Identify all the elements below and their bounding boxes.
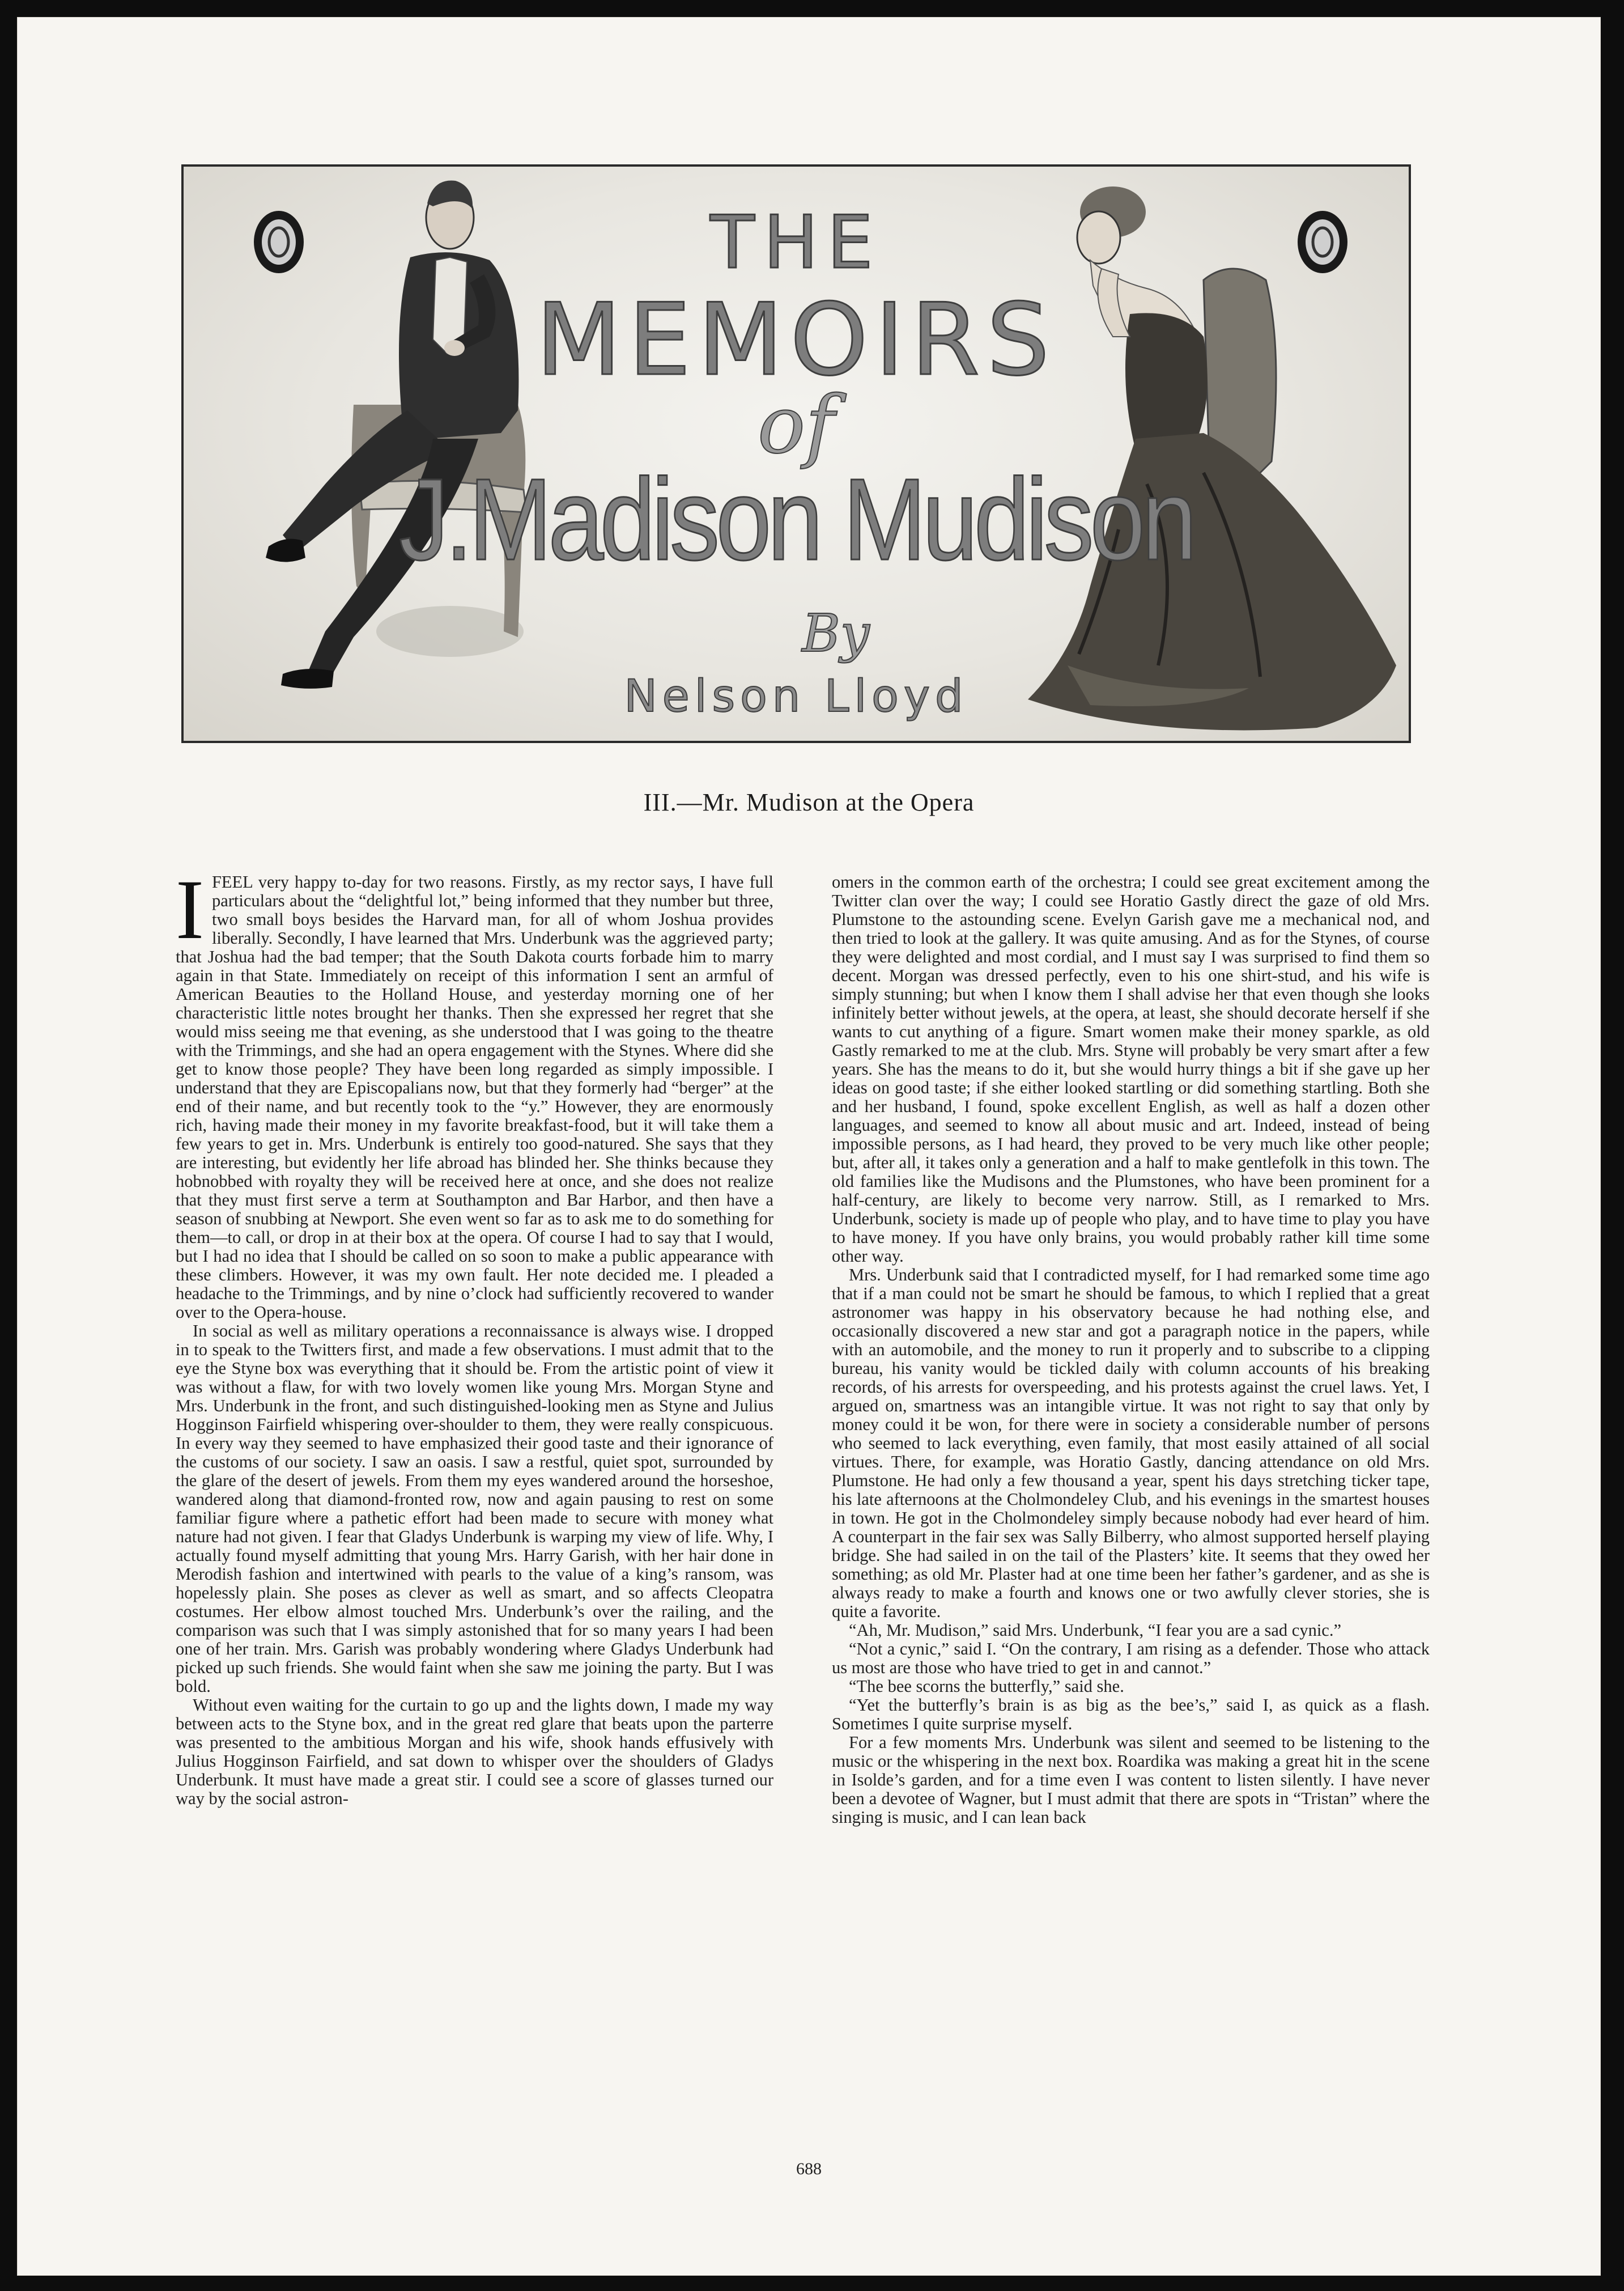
header-illustration <box>181 164 1411 743</box>
paragraph: omers in the common earth of the orchestra; I could see great excitement among the Twitter clan over the way; I could see Horatio Gastly direct the gaze of old Mrs. Plumstone to the astounding scene. Evelyn Garish gave me a mechanical nod, and then tried to look at the gallery. It was quite amusing. And as for the Stynes, of course they were delighted and most cordial, and I must say I was surprised to find them so decent. Morgan was dressed perfectly, even to his one shirt-stud, and his wife is simply stunning; but when I know them I shall advise her that even though she looks infinitely better without jewels, at the opera, at least, she should decorate herself if she wants to cut anything of a figure. Smart women make their money sparkle, as old Gastly remarked to me at the club. Mrs. Styne will probably be very smart after a few years. She has the means to do it, but she would hurry things a bit if she gave up her ideas on good taste; if she either looked startling or did something startling. Both she and her husband, I found, spoke excellent English, as well as half a dozen other languages, and seemed to know all about music and art. Indeed, instead of being impossible persons, as I had heard, they proved to be very much like other people; but, after all, it takes only a generation and a half to make gentlefolk in this town. The old families like the Mudisons and the Plumstones, who have been prominent for a half-century, are likely to become very narrow. Still, as I remarked to Mrs. Underbunk, society is made up of people who play, and to have time to play you have to have money. If you have only brains, you would probably rather kill time some other way. <box>832 872 1430 1266</box>
title-memoirs: MEMOIRS <box>535 283 1057 398</box>
paragraph: “Ah, Mr. Mudison,” said Mrs. Underbunk, “I fear you are a sad cynic.” <box>849 1620 1341 1640</box>
article-column-left <box>176 863 773 1808</box>
page-number: 688 <box>796 2160 822 2178</box>
paragraph <box>176 863 773 1322</box>
paragraph: “Yet the butterfly’s brain is as big as the bee’s,” said I, as quick as a flash. Sometimes I quite surprise myself. <box>832 1695 1430 1733</box>
chapter-title: III.—Mr. Mudison at the Opera <box>643 788 975 816</box>
paragraph: “Not a cynic,” said I. “On the contrary, I am rising as a defender. Those who attack us most are those who have tried to get in and cannot.” <box>832 1639 1430 1677</box>
drop-cap: I <box>176 863 204 957</box>
title-the: THE <box>710 201 882 285</box>
paragraph: “The bee scorns the butterfly,” said she. <box>849 1677 1124 1696</box>
paragraph: In social as well as military operations a reconnaissance is always wise. I dropped in to speak to the Twitters first, and made a few observations. I must admit that to the eye the Styne box was everything that it should be. From the artistic point of view it was without a flaw, for with two lovely women like young Mrs. Morgan Styne and Mrs. Underbunk in the front, and such distinguished-looking men as Styne and Julius Hogginson Fairfield whispering over-shoulder to them, they were really conspicuous. In every way they seemed to have emphasized their good taste and their ignorance of the customs of our society. I saw an oasis. I saw a restful, quiet spot, surrounded by the glare of the desert of jewels. From them my eyes wandered around the horseshoe, wandered along that diamond-fronted row, now and again pausing to rest on some familiar figure where a pathetic effort had been made to secure with money what nature had not given. I fear that Gladys Underbunk is warping my view of life. Why, I actually found myself admitting that young Mrs. Harry Garish, with her hair done in Merodish fashion and intertwined with pearls to the value of a king’s ransom, was hopelessly plain. She poses as clever as well as smart, and so affects Cleopatra costumes. Her elbow almost touched Mrs. Underbunk’s over the railing, and the comparison was such that I was simply astonished that for so many years I had been one of her train. Mrs. Garish was probably wondering where Gladys Underbunk had picked up such friends. She would faint when she saw me joining the party. But I was bold. <box>176 1321 773 1696</box>
paragraph: Without even waiting for the curtain to go up and the lights down, I made my way between acts to the Styne box, and in the great red glare that beats upon the parterre was presented to the ambitious Morgan and his wife, shook hands effusively with Julius Hogginson Fairfield, and sat down to whisper over the shoulders of Gladys Underbunk. It must have made a great stir. I could see a score of glasses turned our way by the social astron- <box>176 1695 773 1808</box>
article-column-right <box>832 873 1430 1827</box>
magazine-page <box>17 17 1601 2276</box>
paragraph: Mrs. Underbunk said that I contradicted myself, for I had remarked some time ago that if a man could not be smart he should be famous, to which I replied that a great astronomer was happy in his observatory because he had nothing else, and occasionally discovered a new star and got a paragraph notice in the papers, while with an automobile, and the money to run it properly and to subscribe to a clipping bureau, his vanity would be tickled daily with column accounts of his breaking records, of his arrests for overspeeding, and his protests against the cruel laws. Yet, I argued on, smartness was an intangible virtue. It was not right to say that only by money could it be won, for there were in society a considerable number of persons who seemed to lack everything, even family, that most easily attained of all social virtues. There, for example, was Horatio Gastly, dancing attendance on old Mrs. Plumstone. He had only a few thousand a year, spent his days stretching ticker tape, his late afternoons at the Cholmondeley Club, and his evenings in the smartest houses in town. He got in the Cholmondeley simply because nobody had ever heard of him. A counterpart in the fair sex was Sally Bilberry, who almost supported herself playing bridge. She had sailed in on the tail of the Plasters’ kite. It seems that they owed her something; as old Mr. Plaster had at one time been her father’s gardener, and as she is always ready to make a fourth and knows one or two awfully clever stories, she is quite a favorite. <box>832 1265 1430 1621</box>
title-subject-name: J.Madison Mudison <box>399 455 1193 584</box>
author-name: Nelson Lloyd <box>624 671 968 722</box>
byline-by: By <box>802 603 870 664</box>
paragraph: For a few moments Mrs. Underbunk was silent and seemed to be listening to the music or the whispering in the next box. Roardika was making a great hit in the scene in Isolde’s garden, and for a time even I was content to listen silently. I have never been a devotee of Wagner, but I must admit that there are spots in “Tristan” where the singing is music, and I can lean back <box>832 1733 1430 1827</box>
title-of: of <box>757 379 835 472</box>
paragraph-text: FEEL very happy to-day for two reasons. Firstly, as my rector says, I have full particulars about the “delightful lot,” being informed that they number but three, two small boys besides the Harvard man, for all of whom Joshua provides liberally. Secondly, I have learned that Mrs. Underbunk was the aggrieved party; that Joshua had the bad temper; that the South Dakota courts forbade him to marry again in that State. Immediately on receipt of this information I sent an armful of American Beauties to the Holland House, and yesterday morning one of her characteristic little notes brought her thanks. Then she expressed her regret that she would miss seeing me that evening, as she understood that I was going to the theatre with the Trimmings, and she had an opera engagement with the Stynes. Where did she get to know those people? They have been long regarded as simply impossible. I understand that they are Episcopalians now, but that they formerly had “berger” at the end of their name, and but recently took to the “y.” However, they are enormously rich, having made their money in my favorite breakfast-food, but it will take them a few years to get in. Mrs. Underbunk is entirely too good-natured. She says that they are interesting, but evidently her life abroad has blinded her. She thinks because they hobnobbed with royalty they will be received here at once, and she does not realize that they must first serve a term at Southampton and Bar Harbor, and then have a season of snubbing at Newport. She even went so far as to ask me to do something for them—to call, or drop in at their box at the opera. Of course I had to say that I would, but I had no idea that I should be called on so soon to make a public appearance with these climbers. However, it was my own fault. Her note decided me. I pleaded a headache to the Trimmings, and by nine o’clock had sufficiently recovered to wander over to the Opera-house. <box>176 872 773 1322</box>
